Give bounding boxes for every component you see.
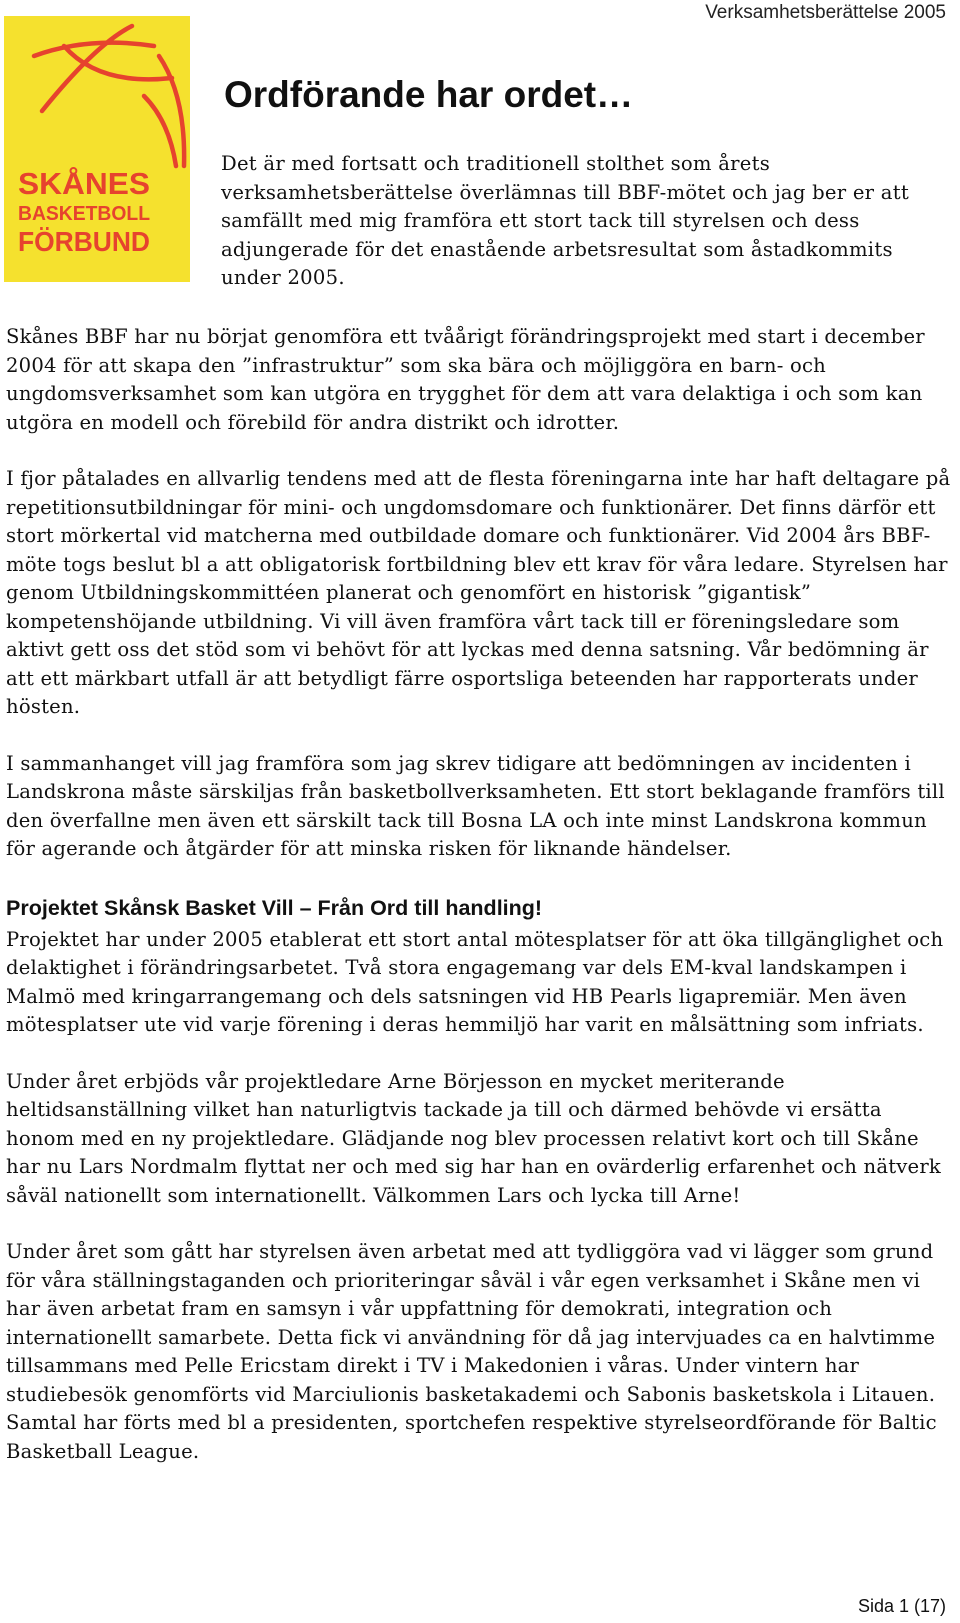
page-title: Ordförande har ordet…	[224, 74, 634, 115]
body-text	[6, 323, 956, 1494]
section-paragraph-2: Under året erbjöds vår projektledare Arne Börjesson en mycket meriterande heltidsanställning vilket han naturligtvis tackade ja till och därmed behövde vi ersätta honom med en ny projektledare. Glädjande nog blev processen relativt kort och till Skåne har nu Lars Nordmalm flyttat ner och med sig har han en ovärderlig erfarenhet och nätverk såväl nationellt som internationellt. Välkommen Lars och lycka till Arne!	[6, 1069, 941, 1207]
section-paragraph-1: Projektet har under 2005 etablerat ett stort antal mötesplatser för att öka tillgänglighet och delaktighet i förändringsarbetet. Två stora engagemang var dels EM-kval landskampen i Malmö med kringarrangemang och dels satsningen vid HB Pearls ligapremiär. Men även mötesplatser ute vid varje förening i deras hemmiljö har varit en målsättning som infriats.	[6, 927, 944, 1036]
body-paragraph-3: I sammanhanget vill jag framföra som jag skrev tidigare att bedömningen av incidenten i Landskrona måste särskiljas från basketbollverksamheten. Ett stort beklagande framförs till den överfallne men även ett särskilt tack till Bosna LA och inte minst Landskrona kommun för agerande och åtgärder för att minska risken för liknande händelser.	[6, 751, 945, 860]
body-paragraph-1: Skånes BBF har nu börjat genomföra ett tvåårigt förändringsprojekt med start i december 2004 för att skapa den ”infrastruktur” som ska bära och möjliggöra en barn- och ungdomsverksamhet som kan utgöra en trygghet för dem att vara delaktiga i och som kan utgöra en modell och förebild för andra distrikt och idrotter.	[6, 325, 925, 434]
logo-line-3: FÖRBUND	[18, 226, 150, 257]
logo-line-1: SKÅNES	[18, 166, 150, 201]
intro-paragraph: Det är med fortsatt och traditionell stolthet som årets verksamhetsberättelse överlämnas till BBF-mötet och jag ber er att samfällt med mig framföra ett stort tack till styrelsen och dess adjungerade för det enastående arbetsresultat som åstadkommits under 2005.	[221, 152, 909, 289]
document-header: Verksamhetsberättelse 2005	[705, 2, 946, 23]
section-heading: Projektet Skånsk Basket Vill – Från Ord till handling!	[6, 895, 543, 920]
skanes-basketboll-forbund-logo	[4, 16, 190, 282]
logo-line-2: BASKETBOLL	[18, 203, 150, 225]
body-paragraph-2: I fjor påtalades en allvarlig tendens med att de flesta föreningarna inte har haft deltagare på repetitionsutbildningar för mini- och ungdomsdomare och funktionärer. Det finns därför ett stort mörkertal vid matcherna med outbildade domare och funktionärer. Vid 2004 års BBF-möte togs beslut bl a att obligatorisk fortbildning blev ett krav för våra ledare. Styrelsen har genom Utbildningskommittéen planerat och genomfört en historisk ”gigantisk” kompetenshöjande utbildning. Vi vill även framföra vårt tack till er föreningsledare som aktivt gett oss det stöd som vi behövt för att lyckas med denna satsning. Vår bedömning är att ett märkbart utfall är att betydligt färre osportsliga beteenden har rapporterats under hösten.	[6, 467, 951, 718]
page-number: Sida 1 (17)	[857, 1596, 946, 1616]
section-paragraph-3: Under året som gått har styrelsen även arbetat med att tydliggöra vad vi lägger som grund för våra ställningstaganden och prioriteringar såväl i vår egen verksamhet i Skåne men vi har även arbetat fram en samsyn i vår uppfattning för demokrati, integration och internationellt samarbete. Detta fick vi användning för då jag intervjuades ca en halvtimme tillsammans med Pelle Ericstam direkt i TV i Makedonien i våras. Under vintern har studiebesök genomförts vid Marciulionis basketakademi och Sabonis basketskola i Litauen. Samtal har förts med bl a presidenten, sportchefen respektive styrelseordförande för Baltic Basketball League.	[6, 1240, 937, 1463]
